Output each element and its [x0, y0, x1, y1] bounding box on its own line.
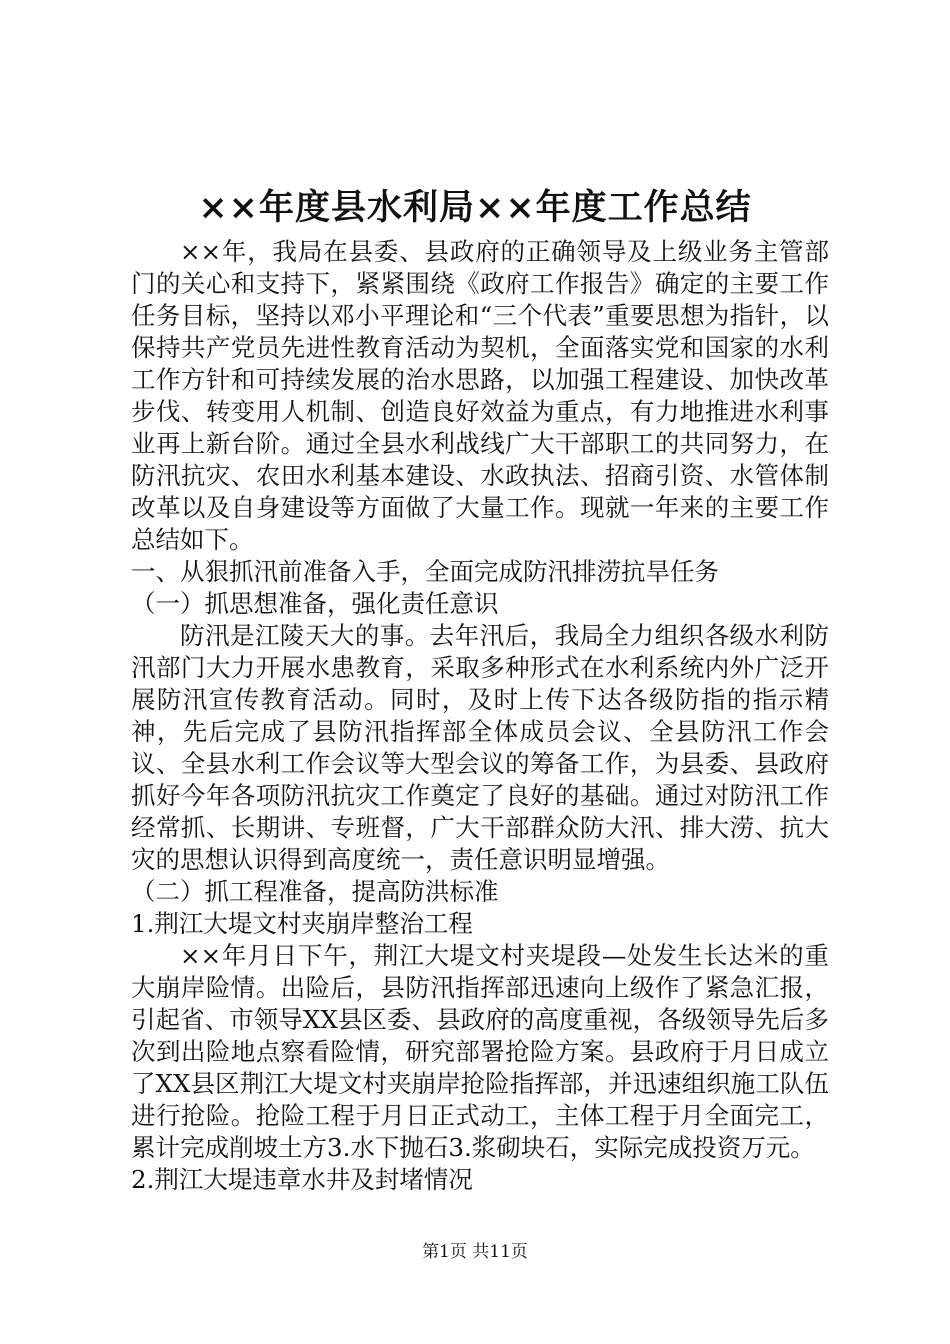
item-heading-2: 2.荆江大堤违章水井及封堵情况: [131, 1165, 473, 1194]
sub-heading-1: （一）抓思想准备，强化责任意识: [131, 589, 499, 618]
sub-heading-2: （二）抓工程准备，提高防洪标准: [131, 877, 499, 906]
body-paragraph-bank-collapse: ××年月日下午，荆江大堤文村夹堤段—处发生长达米的重大崩岸险情。出险后，县防汛指挥部迅速向上级作了紧急汇报，引起省、市领导XX县区委、县政府的高度重视，各级领导先后多次到出险地点察看险情，研究部署抢险方案。县政府于月日成立了XX县区荆江大堤文村夹崩岸抢险指挥部，并迅速组织施工队伍进行抢险。抢险工程于月日正式动工，主体工程于月全面完工，累计完成削坡土方3.水下抛石3.浆砌块石，实际完成投资万元。: [131, 941, 829, 1162]
item-heading-1: 1.荆江大堤文村夹崩岸整治工程: [131, 909, 473, 938]
page-footer: 第1页 共11页: [422, 1242, 528, 1262]
document-body: [131, 236, 829, 1196]
body-paragraph-flood-prevention: 防汛是江陵天大的事。去年汛后，我局全力组织各级水利防汛部门大力开展水患教育，采取多种形式在水利系统内外广泛开展防汛宣传教育活动。同时，及时上传下达各级防指的指示精神，先后完成了县防汛指挥部全体成员会议、全县防汛工作会议、全县水利工作会议等大型会议的筹备工作，为县委、县政府抓好今年各项防汛抗灾工作奠定了良好的基础。通过对防汛工作经常抓、长期讲、专班督，广大干部群众防大汛、排大涝、抗大灾的思想认识得到高度统一，责任意识明显增强。: [131, 621, 829, 874]
document-title: ××年度县水利局××年度工作总结: [198, 187, 752, 228]
intro-paragraph: ××年，我局在县委、县政府的正确领导及上级业务主管部门的关心和支持下，紧紧围绕《政府工作报告》确定的主要工作任务目标，坚持以邓小平理论和“三个代表”重要思想为指针，以保持共产党员先进性教育活动为契机，全面落实党和国家的水利工作方针和可持续发展的治水思路，以加强工程建设、加快改革步伐、转变用人机制、创造良好效益为重点，有力地推进水利事业再上新台阶。通过全县水利战线广大干部职工的共同努力，在防汛抗灾、农田水利基本建设、水政执法、招商引资、水管体制改革以及自身建设等方面做了大量工作。现就一年来的主要工作总结如下。: [131, 237, 829, 554]
section-heading-1: 一、从狠抓汛前准备入手，全面完成防汛排涝抗旱任务: [131, 557, 719, 586]
